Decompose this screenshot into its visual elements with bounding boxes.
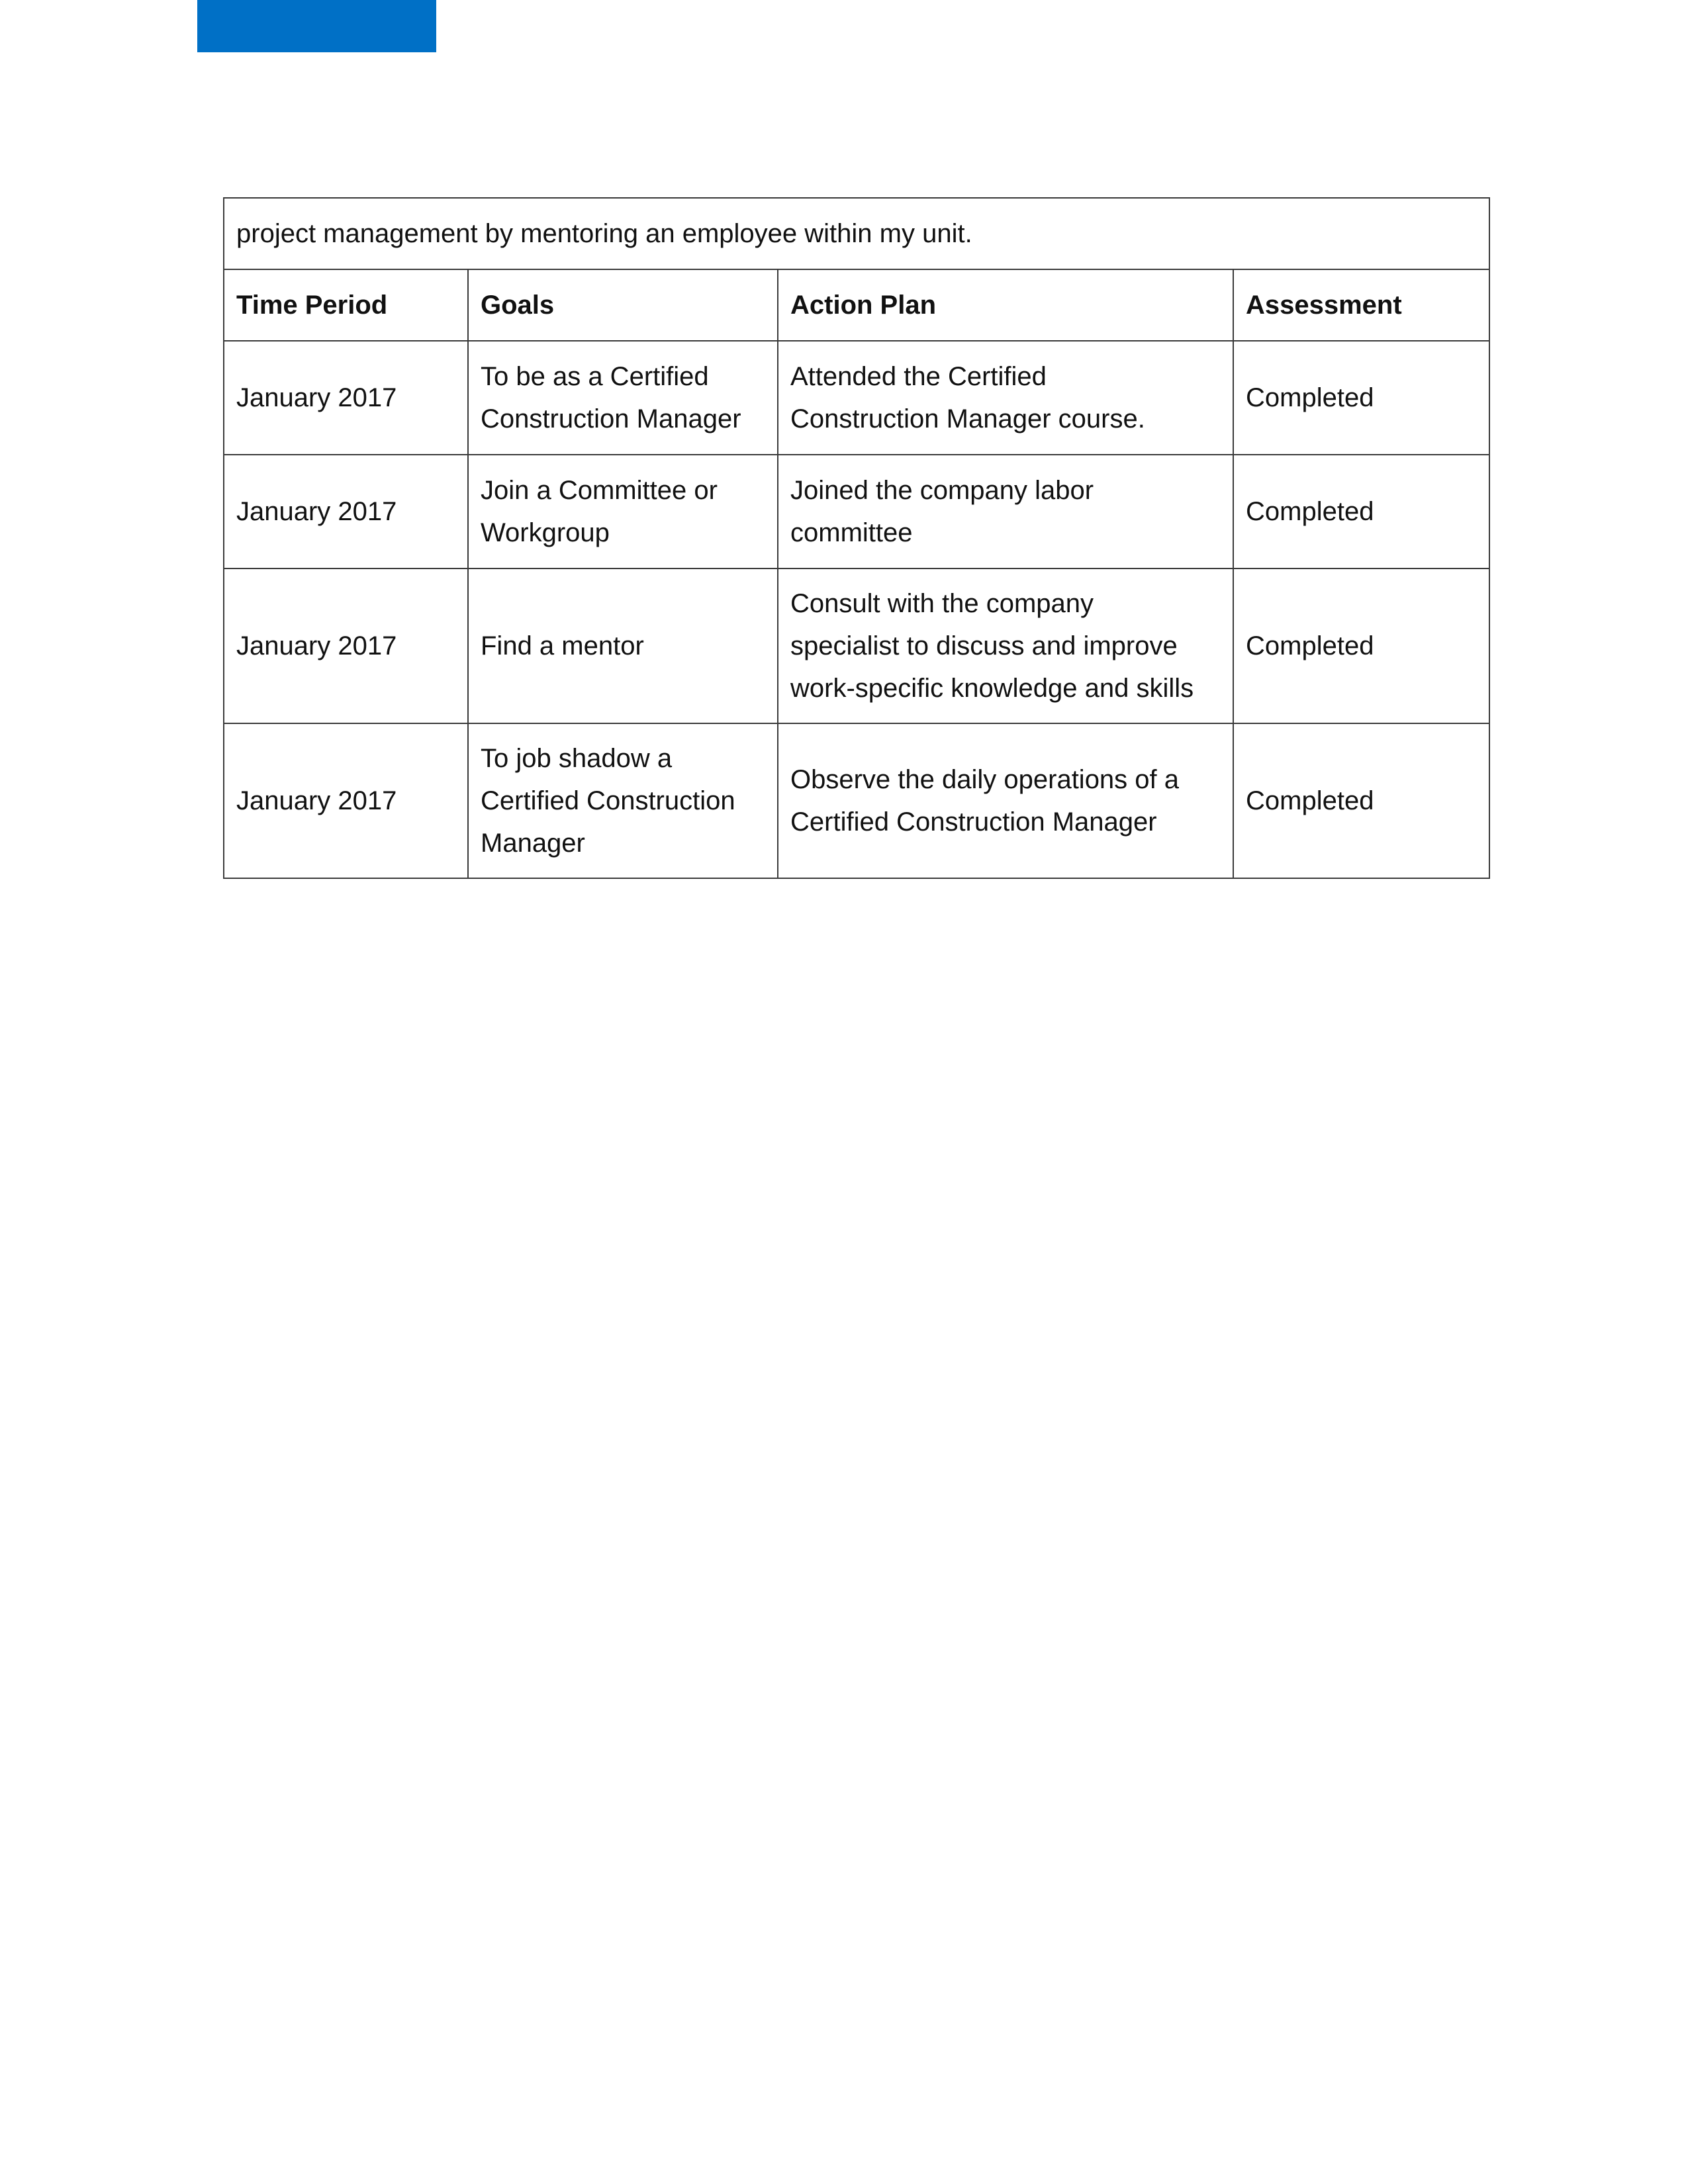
- cell-line: committee: [790, 518, 913, 547]
- cell-line: Construction Manager course.: [790, 404, 1145, 433]
- cell-line: Join a Committee or: [481, 476, 718, 505]
- cell-assessment: Completed: [1233, 455, 1489, 569]
- cell-goals: [468, 455, 778, 569]
- cell-action-plan: [778, 341, 1233, 455]
- table-row: [224, 723, 1489, 878]
- cell-line: Workgroup: [481, 518, 610, 547]
- cell-action-plan: [778, 455, 1233, 569]
- cell-line: Certified Construction Manager: [790, 807, 1157, 837]
- cell-line: Observe the daily operations of a: [790, 765, 1180, 794]
- cell-line: To job shadow a: [481, 744, 673, 773]
- header-time-period: Time Period: [224, 269, 468, 341]
- cell-assessment: Completed: [1233, 723, 1489, 878]
- cell-time-period: January 2017: [224, 455, 468, 569]
- cell-line: specialist to discuss and improve: [790, 631, 1178, 660]
- cell-time-period: January 2017: [224, 341, 468, 455]
- development-plan-table: [223, 197, 1490, 879]
- cell-line: Find a mentor: [481, 631, 644, 660]
- cell-goals: [468, 341, 778, 455]
- cell-goals: [468, 569, 778, 723]
- cell-line: To be as a Certified: [481, 362, 709, 391]
- cell-line: Certified Construction: [481, 786, 735, 815]
- table-intro-row: [224, 198, 1489, 269]
- header-assessment: Assessment: [1233, 269, 1489, 341]
- header-action-plan: Action Plan: [778, 269, 1233, 341]
- table-header-row: [224, 269, 1489, 341]
- cell-action-plan: [778, 569, 1233, 723]
- table-row: [224, 569, 1489, 723]
- cell-assessment: Completed: [1233, 569, 1489, 723]
- cell-action-plan: [778, 723, 1233, 878]
- cell-line: Consult with the company: [790, 589, 1094, 618]
- cell-line: Attended the Certified: [790, 362, 1047, 391]
- table-row: [224, 341, 1489, 455]
- cell-assessment: Completed: [1233, 341, 1489, 455]
- cell-goals: [468, 723, 778, 878]
- cell-line: Construction Manager: [481, 404, 741, 433]
- header-goals: Goals: [468, 269, 778, 341]
- cell-line: Manager: [481, 829, 585, 858]
- table-row: [224, 455, 1489, 569]
- table-intro-text: project management by mentoring an employee within my unit.: [224, 198, 1489, 269]
- cell-line: Joined the company labor: [790, 476, 1094, 505]
- header-accent-bar: [197, 0, 436, 52]
- cell-time-period: January 2017: [224, 723, 468, 878]
- cell-time-period: January 2017: [224, 569, 468, 723]
- cell-line: work-specific knowledge and skills: [790, 674, 1194, 703]
